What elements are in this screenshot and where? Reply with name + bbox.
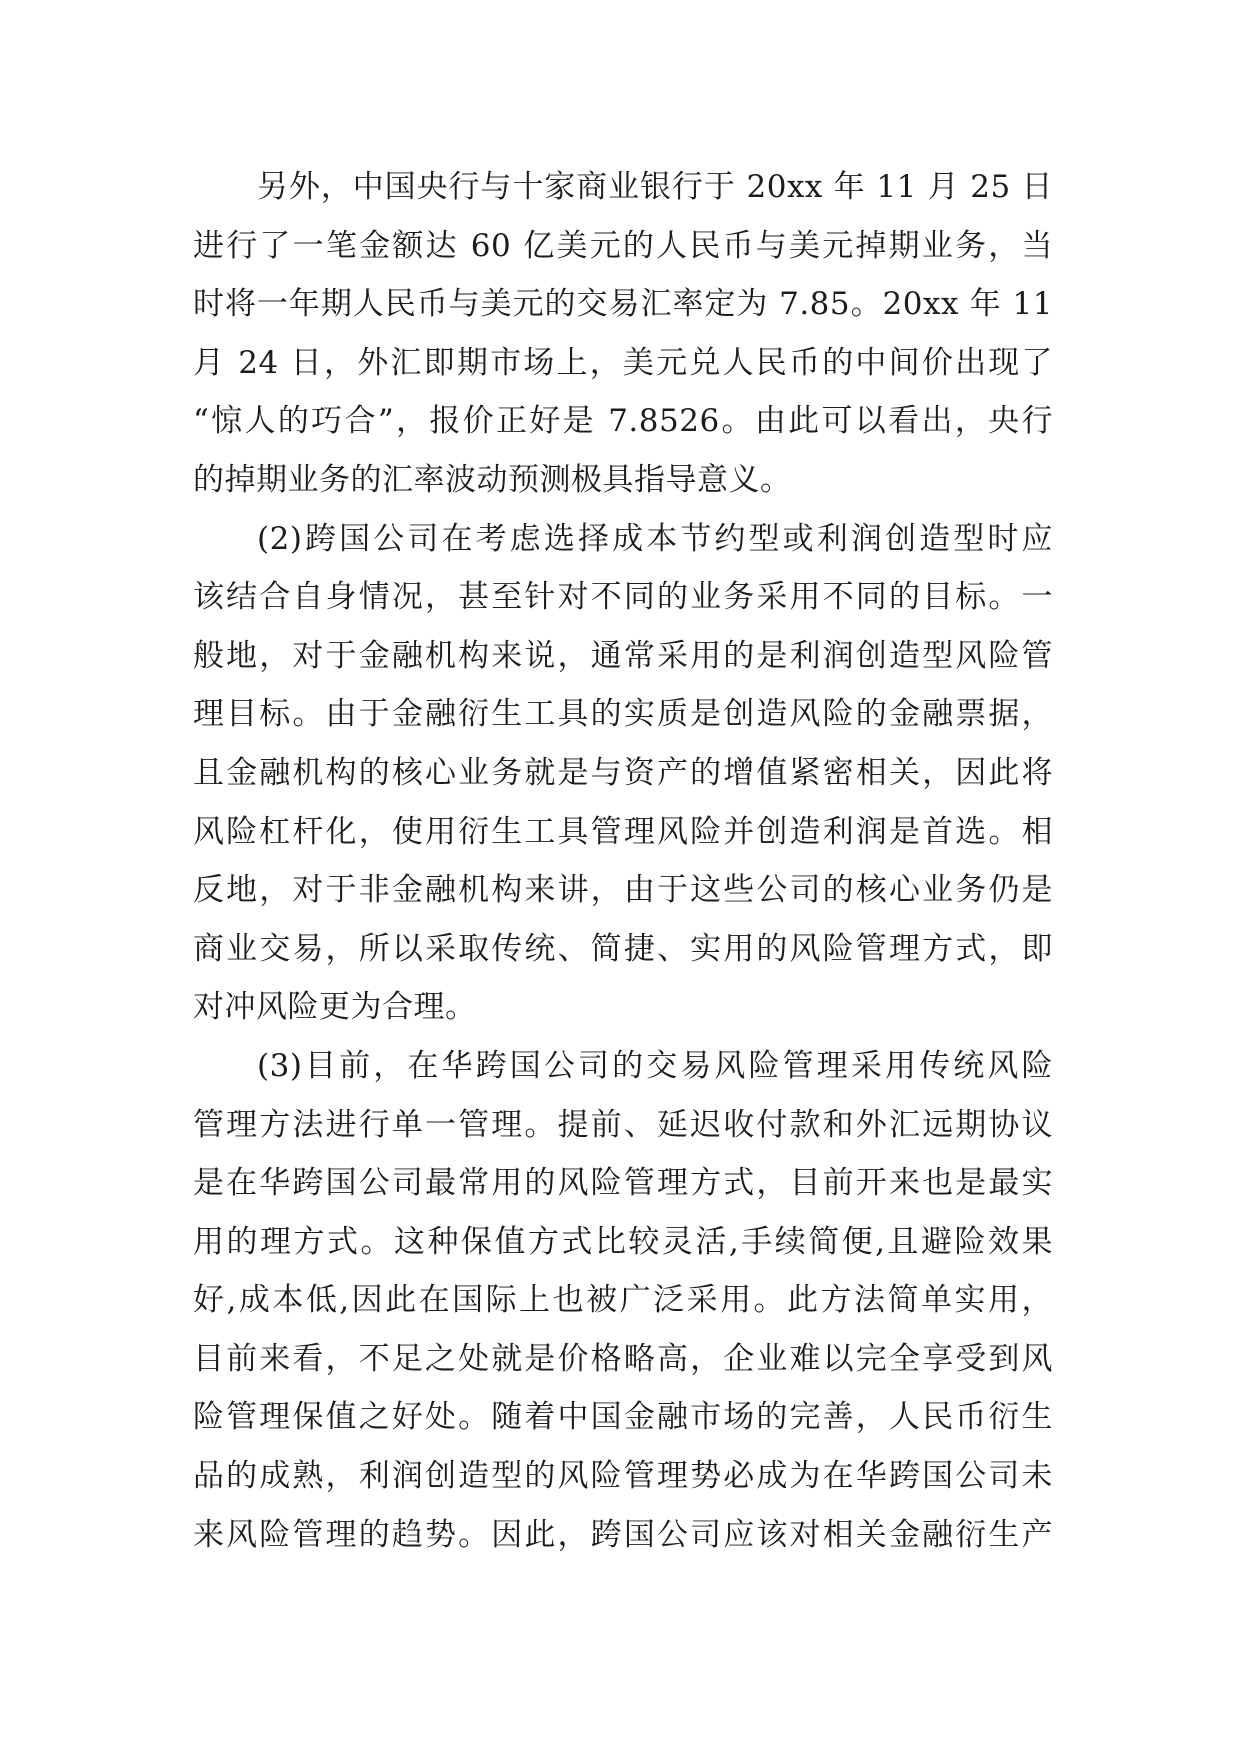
text-line: 险管理保值之好处。随着中国金融市场的完善，人民币衍生: [193, 1399, 1053, 1436]
text-line: (3)目前，在华跨国公司的交易风险管理采用传统风险: [257, 1047, 1053, 1084]
text-line: 的掉期业务的汇率波动预测极具指导意义。: [193, 461, 792, 498]
text-line: 是在华跨国公司最常用的风险管理方式，目前开来也是最实: [193, 1165, 1053, 1202]
text-line: “惊人的巧合”，报价正好是 7.8526。由此可以看出，央行: [193, 403, 1053, 440]
text-line: 该结合自身情况，甚至针对不同的业务采用不同的目标。一: [193, 579, 1053, 616]
text-line: 管理方法进行单一管理。提前、延迟收付款和外汇远期协议: [193, 1106, 1053, 1143]
text-line: 风险杠杆化，使用衍生工具管理风险并创造利润是首选。相: [193, 813, 1053, 850]
text-line: 商业交易，所以采取传统、简捷、实用的风险管理方式，即: [193, 930, 1053, 967]
text-line: 对冲风险更为合理。: [193, 989, 477, 1026]
text-line: 反地，对于非金融机构来讲，由于这些公司的核心业务仍是: [193, 872, 1053, 909]
text-line: 品的成熟，利润创造型的风险管理势必成为在华跨国公司未: [193, 1458, 1053, 1495]
text-line: 好,成本低,因此在国际上也被广泛采用。此方法简单实用，: [193, 1282, 1053, 1319]
text-line: 且金融机构的核心业务就是与资产的增值紧密相关，因此将: [193, 754, 1053, 791]
text-line: 理目标。由于金融衍生工具的实质是创造风险的金融票据，: [193, 696, 1053, 733]
text-line: 月 24 日，外汇即期市场上，美元兑人民币的中间价出现了: [193, 344, 1053, 381]
body-text: [193, 158, 1053, 1564]
text-line: (2)跨国公司在考虑选择成本节约型或利润创造型时应: [257, 520, 1053, 557]
text-line: 般地，对于金融机构来说，通常采用的是利润创造型风险管: [193, 637, 1053, 674]
text-line: 进行了一笔金额达 60 亿美元的人民币与美元掉期业务，当: [193, 227, 1053, 264]
text-line: 用的理方式。这种保值方式比较灵活,手续简便,且避险效果: [193, 1223, 1053, 1260]
text-line: 另外，中国央行与十家商业银行于 20xx 年 11 月 25 日: [257, 169, 1053, 205]
text-line: 时将一年期人民币与美元的交易汇率定为 7.85。20xx 年 11: [193, 286, 1053, 323]
text-line: 目前来看，不足之处就是价格略高，企业难以完全享受到风: [193, 1340, 1053, 1377]
text-line: 来风险管理的趋势。因此，跨国公司应该对相关金融衍生产: [193, 1516, 1053, 1553]
